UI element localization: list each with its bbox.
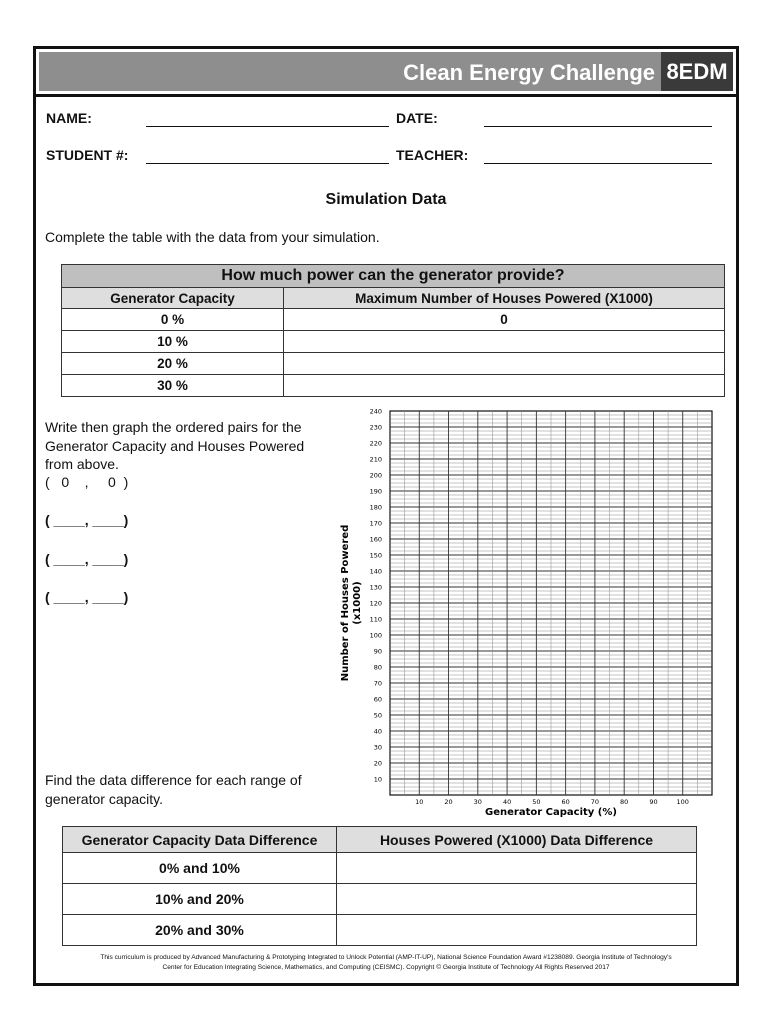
table-title: How much power can the generator provide? [62, 265, 725, 288]
y-tick-label: 160 [369, 535, 382, 544]
difference-table [62, 826, 697, 946]
range-cell: 0% and 10% [63, 853, 337, 884]
houses-cell[interactable] [284, 375, 725, 397]
student-number-label: STUDENT #: [46, 147, 129, 163]
name-field[interactable] [146, 126, 389, 127]
x-tick-label: 20 [444, 798, 453, 806]
y-tick-label: 210 [369, 455, 382, 464]
worksheet-title: Clean Energy Challenge [403, 60, 655, 85]
table-row [62, 375, 725, 397]
section-title: Simulation Data [325, 191, 447, 208]
x-tick-label: 40 [502, 798, 512, 806]
y-tick-label: 30 [373, 743, 382, 752]
x-tick-label: 30 [473, 798, 482, 806]
teacher-label: TEACHER: [396, 147, 469, 163]
table-row [62, 353, 725, 375]
name-label: NAME: [46, 110, 92, 126]
y-tick-label: 80 [373, 663, 382, 672]
course-code-badge: 8EDM [661, 52, 733, 91]
table-row [63, 915, 697, 946]
column-header: Houses Powered (X1000) Data Difference [337, 827, 697, 853]
graph-instructions: Write then graph the ordered pairs for the Generator Capacity and Houses Powered from above. [45, 419, 305, 472]
footer-line: Center for Education Integrating Science, Mathematics, and Computing (CEISMC). Copyright © Georgia Institute of Technology All Rights Reserved 2017 [162, 964, 610, 971]
x-tick-label: 100 [676, 798, 689, 806]
y-tick-label: 120 [369, 599, 382, 608]
y-tick-label: 40 [373, 727, 382, 736]
ordered-pair-blank[interactable]: ( ____, ____) [45, 589, 129, 605]
column-header: Maximum Number of Houses Powered (X1000) [284, 288, 725, 309]
x-tick-label: 90 [649, 798, 658, 806]
houses-cell[interactable] [284, 353, 725, 375]
y-tick-label: 100 [369, 631, 382, 640]
date-field[interactable] [484, 126, 712, 127]
header-divider [36, 94, 736, 97]
houses-cell[interactable]: 0 [284, 309, 725, 331]
y-tick-label: 60 [373, 695, 382, 704]
y-tick-label: 110 [369, 615, 382, 624]
y-tick-label: 230 [369, 423, 382, 432]
footer-line: This curriculum is produced by Advanced Manufacturing & Prototyping Integrated to Unlock Potential (AMP-IT-UP), National Science Foundation Award #1238089. Georgia Institute of Technology's [100, 954, 672, 961]
y-tick-label: 200 [369, 471, 382, 480]
ordered-pair-blank[interactable]: ( ____, ____) [45, 512, 129, 528]
capacity-cell: 20 % [62, 353, 284, 375]
capacity-cell: 10 % [62, 331, 284, 353]
y-tick-label: 220 [369, 439, 382, 448]
x-tick-label: 60 [561, 798, 570, 806]
y-tick-label: 190 [369, 487, 382, 496]
student-number-field[interactable] [146, 163, 389, 164]
table-row [63, 853, 697, 884]
y-tick-label: 180 [369, 503, 382, 512]
x-tick-label: 10 [415, 798, 424, 806]
y-tick-label: 90 [373, 647, 382, 656]
x-tick-label: 50 [532, 798, 541, 806]
y-tick-label: 140 [369, 567, 382, 576]
column-header: Generator Capacity Data Difference [63, 827, 337, 853]
y-tick-label: 240 [369, 407, 382, 416]
y-tick-label: 130 [369, 583, 382, 592]
y-axis-label-units: (x1000) [352, 581, 363, 625]
houses-powered-chart[interactable] [330, 405, 722, 819]
y-tick-label: 170 [369, 519, 382, 528]
teacher-field[interactable] [484, 163, 712, 164]
date-label: DATE: [396, 110, 438, 126]
y-tick-label: 10 [373, 775, 382, 784]
range-cell: 10% and 20% [63, 884, 337, 915]
x-tick-label: 80 [620, 798, 629, 806]
table-row [62, 309, 725, 331]
capacity-cell: 30 % [62, 375, 284, 397]
ordered-pair-first: ( 0 , 0 ) [45, 474, 129, 490]
difference-cell[interactable] [337, 884, 697, 915]
y-tick-label: 70 [373, 679, 382, 688]
power-data-table [61, 264, 725, 397]
column-header: Generator Capacity [62, 288, 284, 309]
houses-cell[interactable] [284, 331, 725, 353]
ordered-pair-blank[interactable]: ( ____, ____) [45, 551, 129, 567]
range-cell: 20% and 30% [63, 915, 337, 946]
x-axis-label: Generator Capacity (%) [485, 807, 617, 818]
y-axis-label: Number of Houses Powered [340, 524, 351, 682]
worksheet-frame [33, 46, 739, 986]
y-tick-label: 50 [373, 711, 382, 720]
y-tick-label: 150 [369, 551, 382, 560]
instructions-text: Complete the table with the data from your simulation. [45, 229, 380, 245]
header-bar [39, 52, 733, 91]
difference-cell[interactable] [337, 853, 697, 884]
table-row [63, 884, 697, 915]
x-tick-label: 70 [590, 798, 600, 806]
copyright-footer [36, 953, 736, 973]
difference-cell[interactable] [337, 915, 697, 946]
difference-instructions: Find the data difference for each range of generator capacity. [45, 772, 302, 807]
capacity-cell: 0 % [62, 309, 284, 331]
y-tick-label: 20 [373, 759, 382, 768]
table-row [62, 331, 725, 353]
